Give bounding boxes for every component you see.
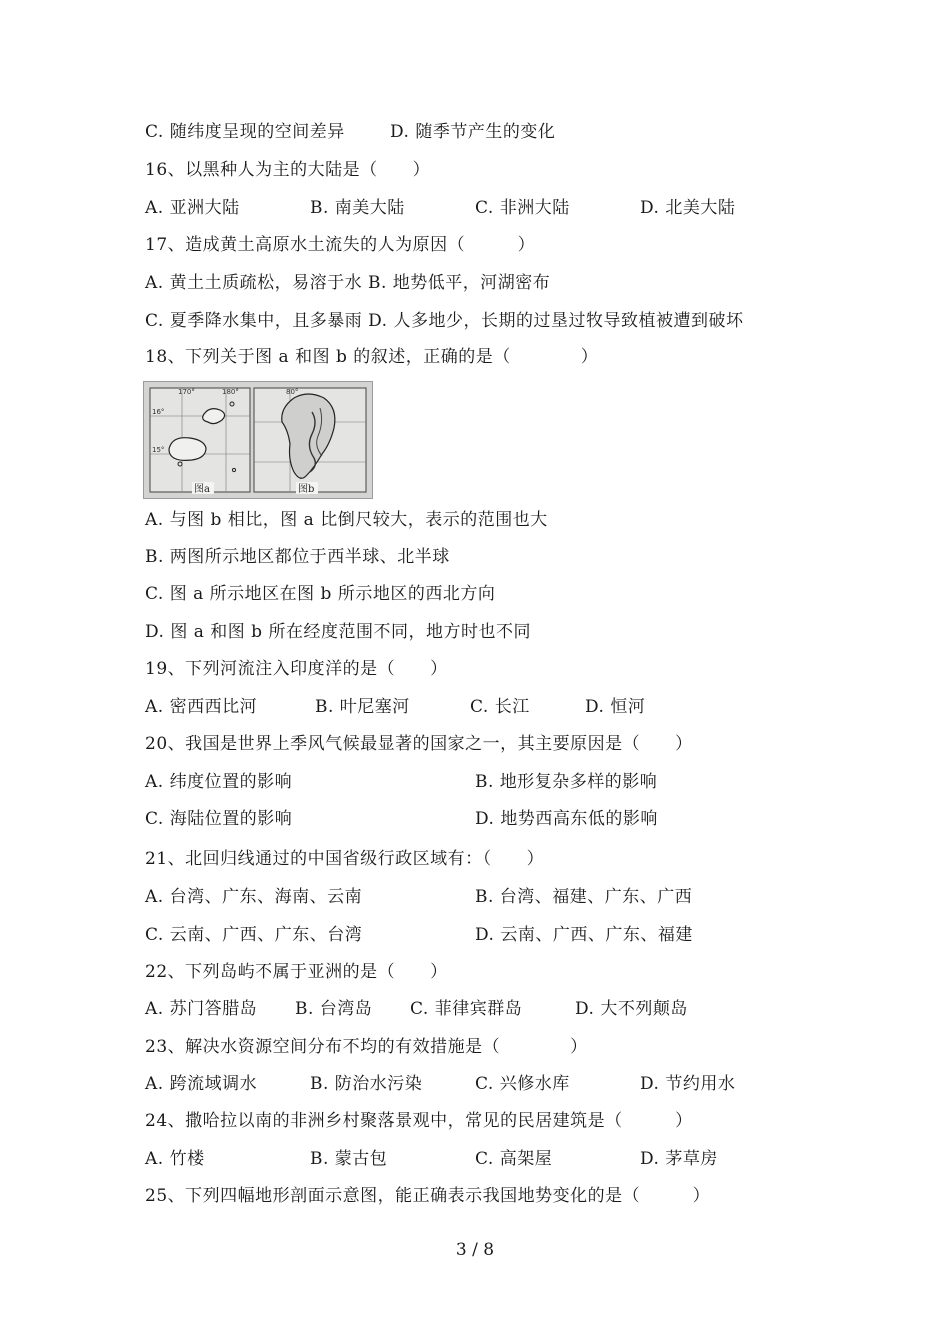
answer-option: D. 随季节产生的变化 xyxy=(390,122,556,142)
question-text: 22、下列岛屿不属于亚洲的是（ ） xyxy=(145,962,448,982)
question-text: 17、造成黄土高原水土流失的人为原因（ ） xyxy=(145,235,536,255)
lon-label-b: 80° xyxy=(286,388,299,396)
question-text: 21、北回归线通过的中国省级行政区域有：（ ） xyxy=(145,849,545,869)
answer-option: A. 纬度位置的影响 xyxy=(145,772,293,792)
answer-option: C. 云南、广西、广东、台湾 xyxy=(145,925,363,945)
map-figure xyxy=(143,381,373,499)
answer-option: A. 密西西比河 xyxy=(145,697,258,717)
question-text: B. 两图所示地区都位于西半球、北半球 xyxy=(145,547,450,567)
answer-option: C. 海陆位置的影响 xyxy=(145,809,293,829)
question-text: A. 黄土土质疏松，易溶于水 B. 地势低平，河湖密布 xyxy=(145,273,551,293)
figure-a-label: 图a xyxy=(194,484,210,495)
answer-option: A. 苏门答腊岛 xyxy=(145,999,258,1019)
answer-option: B. 叶尼塞河 xyxy=(315,697,410,717)
answer-option: B. 防治水污染 xyxy=(310,1074,423,1094)
lat-label-a1: 16° xyxy=(152,408,165,416)
question-text: D. 图 a 和图 b 所在经度范围不同，地方时也不同 xyxy=(145,622,531,642)
question-text: C. 图 a 所示地区在图 b 所示地区的西北方向 xyxy=(145,584,496,604)
answer-option: B. 蒙古包 xyxy=(310,1149,388,1169)
answer-option: C. 随纬度呈现的空间差异 xyxy=(145,122,345,142)
page-number: 3 / 8 xyxy=(455,1240,495,1260)
question-text: 18、下列关于图 a 和图 b 的叙述，正确的是（ ） xyxy=(145,347,599,367)
lon-label-a2: 180° xyxy=(222,388,239,396)
question-text: A. 与图 b 相比，图 a 比倒尺较大，表示的范围也大 xyxy=(145,510,548,530)
answer-option: B. 台湾、福建、广东、广西 xyxy=(475,887,693,907)
question-text: 19、下列河流注入印度洋的是（ ） xyxy=(145,659,448,679)
lon-label-a1: 170° xyxy=(178,388,195,396)
answer-option: C. 非洲大陆 xyxy=(475,198,570,218)
question-text: 23、解决水资源空间分布不均的有效措施是（ ） xyxy=(145,1037,588,1057)
answer-option: C. 菲律宾群岛 xyxy=(410,999,523,1019)
answer-option: D. 节约用水 xyxy=(640,1074,736,1094)
answer-option: A. 竹楼 xyxy=(145,1149,205,1169)
answer-option: A. 台湾、广东、海南、云南 xyxy=(145,887,363,907)
answer-option: D. 大不列颠岛 xyxy=(575,999,688,1019)
figure-b-label: 图b xyxy=(298,484,315,495)
answer-option: C. 兴修水库 xyxy=(475,1074,570,1094)
answer-option: D. 恒河 xyxy=(585,697,646,717)
answer-option: A. 亚洲大陆 xyxy=(145,198,240,218)
question-text: 25、下列四幅地形剖面示意图，能正确表示我国地势变化的是（ ） xyxy=(145,1186,711,1206)
answer-option: B. 南美大陆 xyxy=(310,198,405,218)
question-text: C. 夏季降水集中，且多暴雨 D. 人多地少，长期的过垦过牧导致植被遭到破坏 xyxy=(145,311,744,331)
answer-option: A. 跨流域调水 xyxy=(145,1074,258,1094)
answer-option: C. 长江 xyxy=(470,697,530,717)
question-text: 24、撒哈拉以南的非洲乡村聚落景观中，常见的民居建筑是（ ） xyxy=(145,1111,693,1131)
lat-label-a2: 15° xyxy=(152,446,165,454)
answer-option: D. 北美大陆 xyxy=(640,198,736,218)
question-text: 20、我国是世界上季风气候最显著的国家之一，其主要原因是（ ） xyxy=(145,734,693,754)
answer-option: D. 地势西高东低的影响 xyxy=(475,809,658,829)
question-text: 16、以黑种人为主的大陆是（ ） xyxy=(145,160,431,180)
answer-option: D. 云南、广西、广东、福建 xyxy=(475,925,693,945)
answer-option: B. 台湾岛 xyxy=(295,999,373,1019)
answer-option: C. 高架屋 xyxy=(475,1149,553,1169)
answer-option: D. 茅草房 xyxy=(640,1149,718,1169)
answer-option: B. 地形复杂多样的影响 xyxy=(475,772,658,792)
